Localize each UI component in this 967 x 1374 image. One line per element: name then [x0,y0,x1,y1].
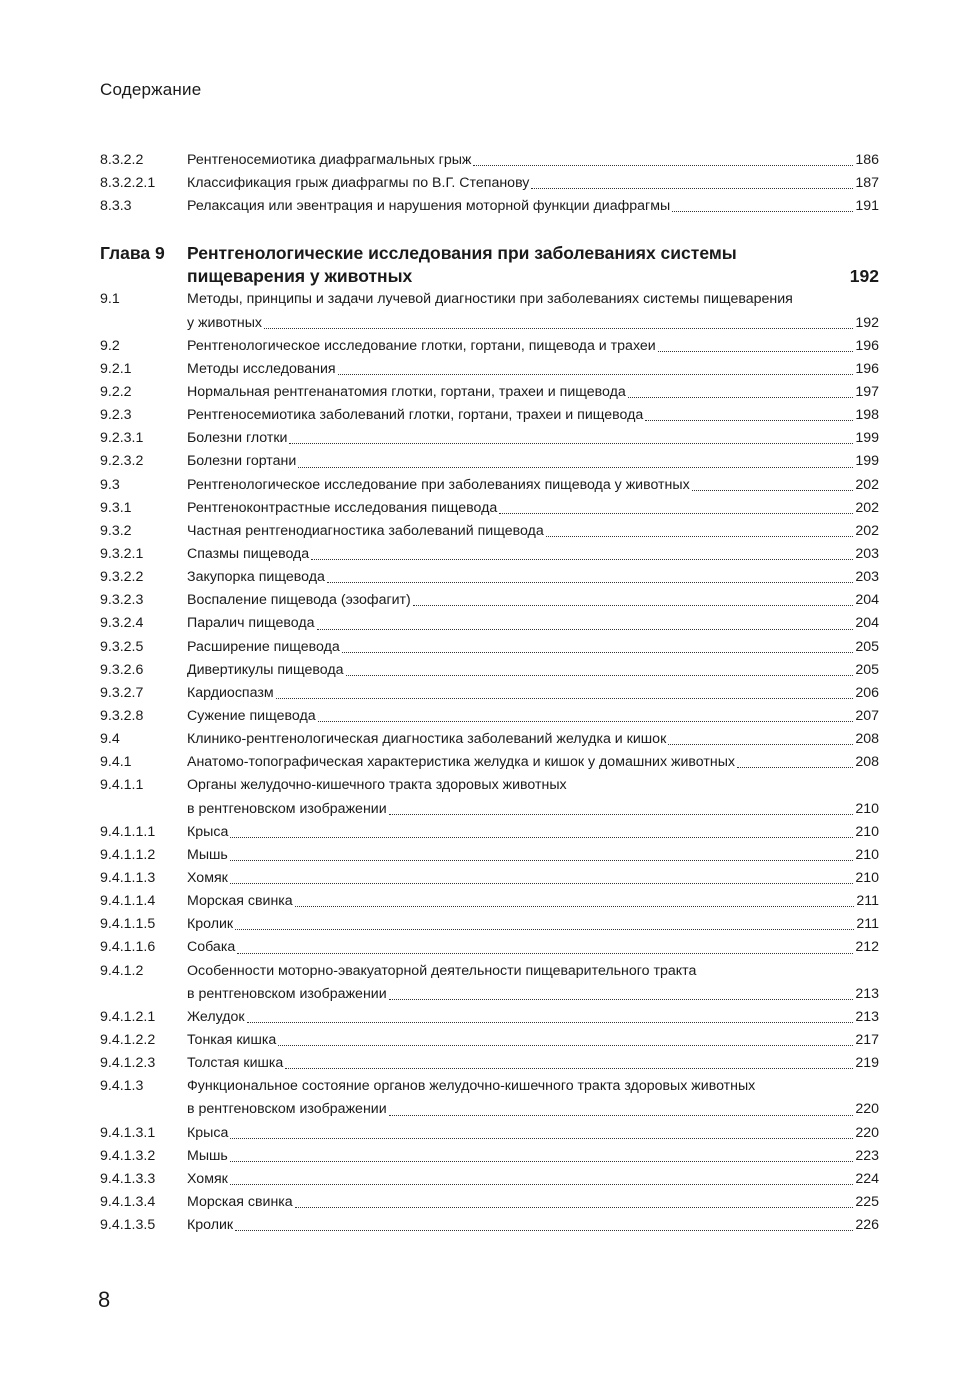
toc-entry-title [187,520,879,543]
toc-entry-number: 8.3.2.2 [100,151,144,168]
toc-entry-title-text: в рентгеновском изображении [187,1101,387,1118]
toc-entry-title-text: Особенности моторно-эвакуаторной деятельности пищеварительного тракта [187,962,697,979]
leader-dots [289,443,853,444]
leader-dots [692,490,854,491]
leader-dots [235,1230,853,1231]
toc-entry-title [187,636,879,659]
leader-dots [247,1022,854,1023]
toc-entry-title [187,682,879,705]
toc-entry[interactable] [100,497,879,520]
toc-entry-title-text: Частная рентгенодиагностика заболеваний пищевода [187,522,544,539]
toc-entry-number: 9.2.3.2 [100,453,144,470]
leader-dots [346,675,854,676]
leader-dots [413,605,854,606]
toc-entry-number: 9.3.1 [100,499,132,516]
toc-entry-title-text: у животных [187,314,263,331]
toc-entry-title [187,890,879,913]
toc-entry-title-text: Рентгенологическое исследование глотки, гортани, пищевода и трахеи [187,337,656,354]
toc-entry-page: 211 [856,916,879,933]
leader-dots [230,837,853,838]
toc-entry-title-text: Спазмы пищевода [187,545,310,562]
toc-entry-page: 217 [855,1031,879,1048]
leader-dots [628,397,854,398]
toc-entry-number: 9.4.1.2.2 [100,1031,156,1048]
toc-entry[interactable] [100,381,879,404]
toc-entry-number: 9.2.2 [100,383,132,400]
toc-entry-page: 224 [855,1170,879,1187]
toc-entry[interactable] [100,682,879,705]
toc-entry-title [187,1006,879,1029]
toc-entry[interactable] [100,172,879,195]
toc-entry-page: 202 [855,522,879,539]
toc-entry-number: 9.4.1.1.4 [100,893,156,910]
toc-entry-page: 203 [855,569,879,586]
toc-section-chapter-9 [100,288,879,1237]
toc-entry-number: 9.4.1.3.2 [100,1147,156,1164]
toc-entry-number: 9.2.1 [100,360,132,377]
toc-entry-title [187,543,879,566]
toc-section-previous [100,149,879,218]
toc-entry-number: 9.2 [100,337,120,354]
toc-entry-number: 9.3.2.6 [100,661,144,678]
toc-entry-title-text: Хомяк [187,1170,228,1187]
toc-entry-title-text: Мышь [187,846,228,863]
toc-entry-title-text: Функциональное состояние органов желудочно-кишечного тракта здоровых животных [187,1078,756,1095]
toc-entry[interactable] [100,288,879,334]
toc-entry[interactable] [100,659,879,682]
toc-entry-title [187,844,879,867]
toc-entry[interactable] [100,404,879,427]
toc-entry-title-text: Кролик [187,1217,234,1234]
toc-entry-title-text: Органы желудочно-кишечного тракта здоровых животных [187,777,567,794]
toc-entry-number: 9.4.1 [100,754,132,771]
toc-entry-number: 9.3 [100,476,120,493]
toc-entry-page: 205 [855,638,879,655]
toc-entry-title-text: Классификация грыж диафрагмы по В.Г. Степанову [187,175,530,192]
leader-dots [285,1068,853,1069]
toc-entry-page: 213 [855,985,879,1002]
toc-entry-title [187,612,879,635]
leader-dots [645,420,853,421]
leader-dots [298,467,853,468]
toc-entry[interactable] [100,1006,879,1029]
toc-entry-page: 210 [855,823,879,840]
toc-entry-title-text: Анатомо-топографическая характеристика желудка и кишок у домашних животных [187,754,736,771]
toc-entry-title-text: Методы исследования [187,360,336,377]
toc-entry-title [187,335,879,358]
toc-entry-title [187,589,879,612]
toc-entry-title-text: Нормальная рентгенанатомия глотки, гортани, трахеи и пищевода [187,383,626,400]
toc-entry[interactable] [100,960,879,1006]
toc-entry-number: 9.3.2.7 [100,684,144,701]
toc-entry-title-text: Желудок [187,1008,245,1025]
toc-entry[interactable] [100,1214,879,1237]
toc-entry-number: 8.3.2.2.1 [100,175,156,192]
toc-entry-page: 206 [855,684,879,701]
toc-entry[interactable] [100,936,879,959]
page-number: 8 [98,1287,111,1312]
toc-entry[interactable] [100,890,879,913]
leader-dots [737,767,853,768]
toc-entry-page: 204 [855,615,879,632]
toc-entry-title-text: Крыса [187,1124,229,1141]
toc-entry-number: 9.4.1.3 [100,1078,144,1095]
toc-entry-title [187,1075,879,1121]
toc-entry-title [187,358,879,381]
toc-entry-title-text: Дивертикулы пищевода [187,661,344,678]
toc-entry-title [187,774,879,820]
toc-entry[interactable] [100,1191,879,1214]
leader-dots [230,860,854,861]
toc-entry-number: 9.4.1.3.4 [100,1193,156,1210]
toc-entry-number: 9.3.2 [100,522,132,539]
toc-entry-title-text: Воспаление пищевода (эзофагит) [187,592,411,609]
leader-dots [389,1115,854,1116]
toc-entry-number: 9.4.1.3.1 [100,1124,156,1141]
leader-dots [235,929,854,930]
toc-entry-page: 226 [855,1217,879,1234]
toc-entry[interactable] [100,358,879,381]
toc-entry-title-text: в рентгеновском изображении [187,985,387,1002]
toc-entry-number: 9.3.2.8 [100,707,144,724]
leader-dots [295,906,855,907]
toc-entry[interactable] [100,543,879,566]
leader-dots [230,1138,853,1139]
toc-entry[interactable] [100,844,879,867]
toc-entry-title-text: Клинико-рентгенологическая диагностика заболеваний желудка и кишок [187,731,667,748]
toc-entry-page: 196 [855,360,879,377]
toc-entry-title [187,728,879,751]
toc-entry-title [187,960,879,1006]
toc-entry-number: 9.4.1.1.1 [100,823,156,840]
toc-entry-number: 9.3.2.5 [100,638,144,655]
toc-entry-title [187,867,879,890]
toc-entry-page: 225 [855,1193,879,1210]
leader-dots [389,999,854,1000]
toc-entry-page: 207 [855,707,879,724]
toc-entry-title-text: Крыса [187,823,229,840]
toc-entry-title-text: Паралич пищевода [187,615,315,632]
toc-entry-page: 186 [855,151,879,168]
toc-entry-title [187,1191,879,1214]
toc-entry-number: 9.4.1.1 [100,777,144,794]
toc-entry-title [187,427,879,450]
toc-entry-title [187,450,879,473]
toc-entry-title-text: Хомяк [187,869,228,886]
toc-entry-title [187,936,879,959]
toc-entry[interactable] [100,774,879,820]
toc-entry-title-text: Рентгеносемиотика заболеваний глотки, гортани, трахеи и пищевода [187,407,644,424]
toc-entry-title [187,404,879,427]
toc-entry-number: 9.3.2.1 [100,545,144,562]
toc-entry-page: 210 [855,800,879,817]
chapter-label: Глава 9 [100,243,165,264]
toc-entry-title [187,195,879,218]
toc-entry-title-text: Собака [187,939,236,956]
leader-dots [230,883,853,884]
toc-entry-number: 9.4.1.3.3 [100,1170,156,1187]
toc-entry-number: 9.2.3.1 [100,430,144,447]
toc-entry-title-text: Кардиоспазм [187,684,274,701]
toc-entry-title [187,705,879,728]
toc-entry[interactable] [100,705,879,728]
toc-entry-page: 198 [855,407,879,424]
leader-dots [389,814,854,815]
toc-entry-title [187,474,879,497]
toc-entry-title-text: Рентгенологическое исследование при заболеваниях пищевода у животных [187,476,690,493]
toc-entry[interactable] [100,149,879,172]
toc-entry-number: 9.4.1.1.3 [100,869,156,886]
toc-entry-title [187,1145,879,1168]
toc-entry-page: 196 [855,337,879,354]
leader-dots [311,559,853,560]
leader-dots [276,698,854,699]
toc-entry-number: 9.4.1.1.6 [100,939,156,956]
toc-entry-title [187,913,879,936]
chapter-title [187,242,879,288]
toc-entry-page: 223 [855,1147,879,1164]
toc-entry[interactable] [100,821,879,844]
chapter-heading[interactable] [100,242,879,288]
toc-entry-title [187,566,879,589]
toc-entry-title [187,659,879,682]
toc-entry-page: 213 [855,1008,879,1025]
toc-entry-page: 199 [855,453,879,470]
toc-entry[interactable] [100,1168,879,1191]
toc-entry[interactable] [100,1029,879,1052]
toc-entry-page: 212 [855,939,879,956]
toc-entry-title [187,751,879,774]
running-head: Содержание [100,80,202,99]
toc-entry-page: 202 [855,476,879,493]
toc-entry[interactable] [100,589,879,612]
toc-entry-page: 210 [855,869,879,886]
toc-entry-title-text: в рентгеновском изображении [187,800,387,817]
leader-dots [230,1184,853,1185]
toc-entry-title-text: Морская свинка [187,1193,293,1210]
toc-entry-title-text: Мышь [187,1147,228,1164]
chapter-page: 192 [849,266,879,287]
leader-dots [278,1045,853,1046]
leader-dots [668,744,853,745]
toc-entry-page: 192 [855,314,879,331]
toc-entry-title-text: Кролик [187,916,234,933]
toc-entry-title-text: Морская свинка [187,893,293,910]
toc-entry[interactable] [100,728,879,751]
toc-entry[interactable] [100,1122,879,1145]
toc-entry-number: 9.3.2.4 [100,615,144,632]
toc-entry[interactable] [100,867,879,890]
toc-entry-title-text: Расширение пищевода [187,638,340,655]
toc-entry-title-text: Тонкая кишка [187,1031,277,1048]
toc-entry[interactable] [100,520,879,543]
toc-entry-title-text: Сужение пищевода [187,707,316,724]
leader-dots [499,513,853,514]
leader-dots [338,374,854,375]
toc-entry-number: 9.2.3 [100,407,132,424]
leader-dots [473,165,853,166]
toc-entry-page: 211 [856,893,879,910]
toc-entry-number: 8.3.3 [100,198,132,215]
toc-entry-page: 197 [855,383,879,400]
toc-entry-number: 9.3.2.3 [100,592,144,609]
toc-entry-page: 220 [855,1124,879,1141]
toc-entry-title [187,1214,879,1237]
toc-entry[interactable] [100,474,879,497]
toc-entry-title-text: Толстая кишка [187,1055,284,1072]
toc-entry[interactable] [100,566,879,589]
chapter-title-line-2: пищеварения у животных [187,266,413,287]
toc-entry-title [187,1122,879,1145]
toc-entry-number: 9.4.1.1.2 [100,846,156,863]
toc-entry-page: 199 [855,430,879,447]
toc-entry-title [187,1052,879,1075]
toc-entry-page: 191 [855,198,879,215]
toc-entry-page: 208 [855,731,879,748]
toc-entry-title [187,149,879,172]
toc-entry-number: 9.4 [100,731,120,748]
toc-entry-page: 203 [855,545,879,562]
leader-dots [295,1207,854,1208]
toc-entry-page: 220 [855,1101,879,1118]
toc-entry-page: 187 [855,175,879,192]
toc-entry-title-text: Методы, принципы и задачи лучевой диагностики при заболеваниях системы пищеварения [187,291,793,308]
leader-dots [318,721,854,722]
leader-dots [264,328,853,329]
toc-entry[interactable] [100,1075,879,1121]
toc-entry-title [187,1168,879,1191]
toc-entry-title-text: Релаксация или эвентрация и нарушения моторной функции диафрагмы [187,198,671,215]
toc-entry-title [187,1029,879,1052]
toc-entry-title [187,497,879,520]
toc-entry-page: 208 [855,754,879,771]
leader-dots [317,629,854,630]
toc-entry[interactable] [100,450,879,473]
leader-dots [546,536,854,537]
toc-entry-title-text: Болезни глотки [187,430,288,447]
toc-entry-title [187,821,879,844]
leader-dots [658,351,854,352]
leader-dots [230,1161,854,1162]
toc-entry-page: 210 [855,846,879,863]
toc-entry-number: 9.4.1.2.1 [100,1008,156,1025]
toc-entry-page: 205 [855,661,879,678]
toc-entry-title [187,381,879,404]
toc-entry-title-text: Рентгеносемиотика диафрагмальных грыж [187,151,472,168]
leader-dots [672,211,853,212]
toc-entry-number: 9.4.1.2.3 [100,1055,156,1072]
toc-entry-title-text: Закупорка пищевода [187,569,325,586]
toc-entry-number: 9.1 [100,291,120,308]
toc-entry[interactable] [100,1052,879,1075]
toc-entry[interactable] [100,1145,879,1168]
toc-entry-number: 9.3.2.2 [100,569,144,586]
toc-entry[interactable] [100,195,879,218]
toc-entry-number: 9.4.1.1.5 [100,916,156,933]
toc-entry-page: 219 [855,1055,879,1072]
toc-entry[interactable] [100,335,879,358]
toc-entry-number: 9.4.1.3.5 [100,1217,156,1234]
toc-entry[interactable] [100,612,879,635]
toc-entry-title-text: Болезни гортани [187,453,297,470]
toc-entry[interactable] [100,427,879,450]
chapter-title-line-1: Рентгенологические исследования при заболеваниях системы [187,243,737,264]
toc-entry[interactable] [100,751,879,774]
toc-entry-title [187,288,879,334]
leader-dots [342,652,854,653]
leader-dots [327,582,853,583]
toc-entry-title-text: Рентгеноконтрастные исследования пищевода [187,499,498,516]
leader-dots [531,188,853,189]
toc-entry[interactable] [100,913,879,936]
leader-dots [237,953,853,954]
toc-entry[interactable] [100,636,879,659]
toc-entry-page: 204 [855,592,879,609]
toc-entry-number: 9.4.1.2 [100,962,144,979]
table-of-contents [100,149,879,1237]
toc-entry-page: 202 [855,499,879,516]
toc-entry-title [187,172,879,195]
